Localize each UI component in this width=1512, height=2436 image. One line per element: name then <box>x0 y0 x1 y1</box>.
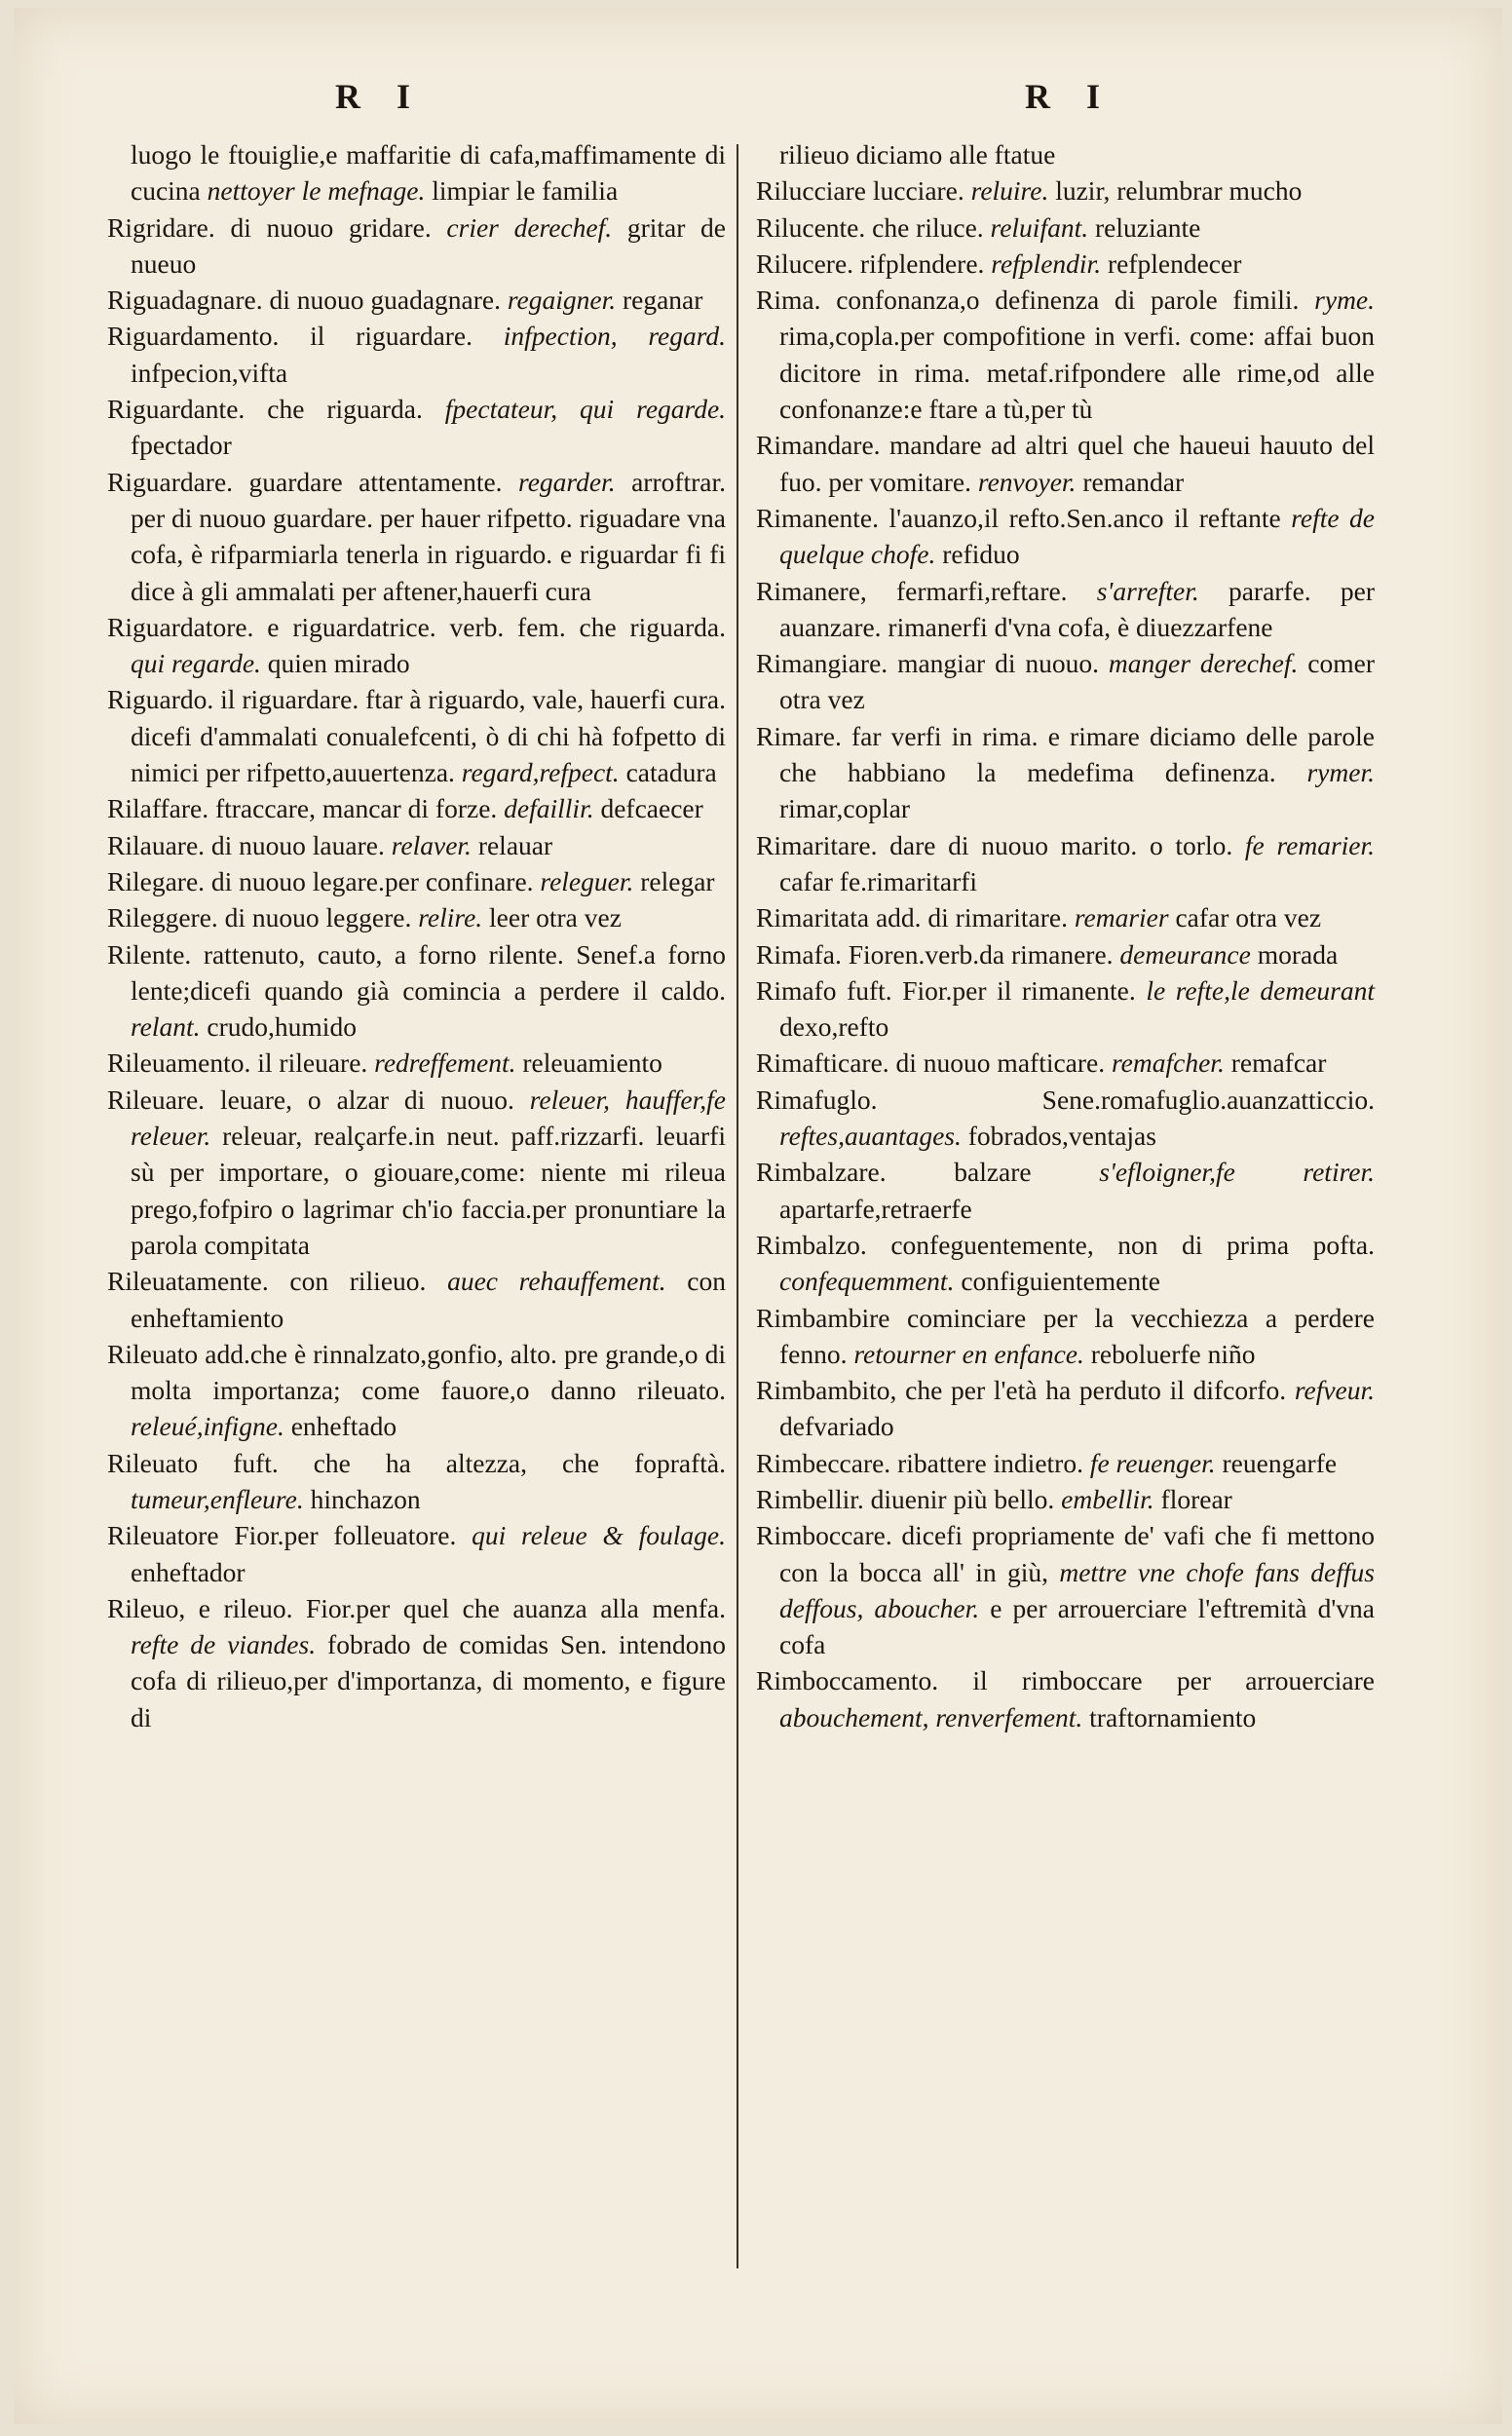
entry-headword: Rimbalzo. <box>756 1229 867 1260</box>
entry-definition: diuenir più bello. <box>870 1483 1055 1514</box>
dictionary-entry <box>107 464 726 609</box>
entry-headword: Rileuo, <box>107 1592 186 1623</box>
entry-french: mettre vne chofe fans deffus deffous, aboucher. <box>779 1556 1375 1623</box>
entry-french: confequemment. <box>779 1266 955 1297</box>
entry-spanish: reganar <box>622 285 703 316</box>
entry-spanish: dexo,refto <box>779 1011 889 1043</box>
entry-definition: luogo le ftouiglie,e maffaritie di cafa,maffimamente di cucina <box>131 139 726 207</box>
entry-french: defaillir. <box>504 793 594 824</box>
entry-french: remafcher. <box>1112 1047 1225 1079</box>
entry-spanish: fobrados,ventajas <box>967 1121 1156 1152</box>
entry-spanish: con enheftamiento <box>131 1266 727 1333</box>
entry-french: regarder. <box>518 466 616 497</box>
entry-definition: lucciare. <box>872 175 964 207</box>
entry-french: crier derechef. <box>446 211 613 243</box>
entry-headword: Rimafa. <box>756 938 842 970</box>
entry-french: fpectateur, qui regarde. <box>444 394 727 425</box>
entry-french: reftes,auantages. <box>779 1121 962 1152</box>
entry-definition: Sene.romafuglio.auanzatticcio. <box>1041 1084 1375 1115</box>
entry-definition: far verfi in rima. e rimare diciamo delle parole che habbiano la medefima definenza. <box>779 720 1375 788</box>
dictionary-entry <box>756 282 1375 427</box>
entry-spanish: arroftrar. per di nuouo guardare. per hauer rifpetto. riguadare vna cofa, è rifparmiarla tenerla in riguardo. e riguardar fi fi dice à gli ammalati per aftener,hauerfi cura <box>131 466 727 606</box>
entry-french: qui regarde. <box>131 648 261 679</box>
entry-definition: fermarfi,reftare. <box>896 575 1068 606</box>
dictionary-entry <box>756 427 1375 500</box>
entry-definition: l'auanzo,il refto.Sen.anco il reftante <box>888 502 1281 533</box>
entry-spanish: rima,copla.per compofitione in verfi. come: affai buon dicitore in rima. metaf.rifpondere alle rime,od alle confonanze:e ftare a tù,per tù <box>779 321 1375 425</box>
entry-headword: Rilegare. <box>107 865 206 896</box>
entry-spanish: comer otra vez <box>779 648 1375 715</box>
dictionary-entry <box>107 1336 726 1445</box>
entry-spanish: releuar, realçarfe.in neut. paff.rizzarfi. leuarfi sù per importare, o giouare,come: niente mi rileua prego,fofpiro o lagrimar ch'io faccia.per pronuntiare la parola compitata <box>131 1121 727 1260</box>
entry-definition: Fior.per folleuatore. <box>234 1520 457 1551</box>
dictionary-entry <box>756 573 1375 646</box>
dictionary-entry <box>107 790 726 826</box>
entry-definition: che riluce. <box>872 211 984 243</box>
entry-french: refte de quelque chofe. <box>779 502 1376 570</box>
entry-spanish: e per arrouerciare l'eftremità d'vna cofa <box>779 1592 1375 1660</box>
entry-headword: Rileuatore <box>107 1520 219 1551</box>
entry-definition: mandare ad altri quel che haueui hauuto del fuo. per vomitare. <box>779 430 1375 497</box>
entry-french: fe remarier. <box>1244 829 1376 860</box>
entry-french: redreffement. <box>374 1047 516 1079</box>
entry-spanish: rimar,coplar <box>779 793 911 824</box>
entry-french: abouchement, renverfement. <box>779 1701 1083 1732</box>
entry-french: s'arrefter. <box>1096 575 1199 606</box>
dictionary-entry <box>756 645 1375 718</box>
dictionary-entry <box>756 1662 1375 1735</box>
entry-spanish: fpectador <box>131 430 232 461</box>
entry-definition: di nuouo guadagnare. <box>269 285 501 316</box>
dictionary-entry <box>107 1045 726 1081</box>
entry-french: ryme. <box>1314 285 1376 316</box>
dictionary-entry <box>107 136 726 209</box>
entry-spanish: remafcar <box>1230 1047 1327 1079</box>
entry-spanish: reuengarfe <box>1222 1447 1338 1478</box>
entry-definition: di nuouo leggere. <box>224 902 412 933</box>
entry-spanish: hinchazon <box>310 1483 421 1514</box>
entry-french: qui releue & foulage. <box>472 1520 727 1551</box>
entry-spanish: defcaecer <box>600 793 703 824</box>
entry-spanish: luzir, relumbrar mucho <box>1055 175 1303 207</box>
entry-definition: guardare attentamente. <box>248 466 503 497</box>
dictionary-entry <box>756 1517 1375 1662</box>
entry-definition: rilieuo diciamo alle ftatue <box>779 139 1056 170</box>
dictionary-entry <box>756 136 1375 172</box>
entry-headword: Rimboccamento. <box>756 1665 939 1696</box>
entry-french: s'efloigner,fe retirer. <box>1099 1157 1375 1188</box>
entry-spanish: enheftado <box>290 1411 397 1442</box>
dictionary-entry <box>107 282 726 318</box>
entry-headword: Riguardante. <box>107 394 246 425</box>
entry-headword: Rimandare. <box>756 430 881 461</box>
dictionary-page <box>14 8 1502 2424</box>
entry-french: remarier <box>1074 902 1169 933</box>
dictionary-entry <box>107 827 726 863</box>
entry-headword: Rilaffare. <box>107 793 209 824</box>
entry-definition: cominciare per la vecchiezza a perdere fenno. <box>779 1302 1375 1369</box>
entry-french: nettoyer le mefnage. <box>207 175 426 207</box>
entry-definition: leuare, o alzar di nuouo. <box>219 1084 514 1115</box>
entry-french: tumeur,enfleure. <box>131 1483 304 1514</box>
dictionary-entry <box>107 209 726 283</box>
dictionary-entry <box>756 500 1375 573</box>
entry-headword: Rileuamento. <box>107 1047 251 1079</box>
entry-french: reluire. <box>970 175 1049 207</box>
running-head-right: R I <box>1025 77 1115 116</box>
entry-french: fe reuenger. <box>1089 1447 1216 1478</box>
entry-headword: Rimanente. <box>756 502 880 533</box>
entry-headword: Rimbalzare. <box>756 1157 887 1188</box>
dictionary-entry <box>756 718 1375 827</box>
entry-headword: Rileuare. <box>107 1084 206 1115</box>
entry-spanish: reboluerfe niño <box>1090 1338 1256 1369</box>
entry-definition: ribattere indietro. <box>897 1447 1083 1478</box>
entry-headword: Rileggere. <box>107 902 218 933</box>
entry-definition: ftraccare, mancar di forze. <box>214 793 498 824</box>
dictionary-entry <box>756 209 1375 246</box>
entry-french: relant. <box>131 1011 201 1043</box>
entry-french: rymer. <box>1306 757 1375 788</box>
entry-french: renvoyer. <box>977 466 1077 497</box>
dictionary-entry <box>107 1517 726 1590</box>
entry-spanish: defvariado <box>779 1411 894 1442</box>
entry-headword: Rimafo <box>756 974 837 1006</box>
dictionary-entry <box>107 863 726 899</box>
dictionary-entry <box>107 936 726 1046</box>
entry-headword: Rima. <box>756 285 821 316</box>
entry-definition: add.che è rinnalzato,gonfio, alto. pre grande,o di molta importanza; come fauore,o danno rileuato. <box>131 1338 726 1406</box>
entry-spanish: quien mirado <box>267 648 410 679</box>
column-divider <box>737 144 738 2268</box>
entry-headword: Rimbambire <box>756 1302 890 1333</box>
entry-definition: con rilieuo. <box>289 1266 427 1297</box>
entry-headword: Rimangiare. <box>756 648 888 679</box>
entry-french: demeurance <box>1119 938 1251 970</box>
entry-spanish: catadura <box>625 757 717 788</box>
entry-definition: confonanza,o definenza di parole fimili. <box>836 285 1300 316</box>
entry-spanish: morada <box>1257 938 1339 970</box>
dictionary-entry <box>107 681 726 790</box>
entry-headword: Rimbambito, <box>756 1375 897 1406</box>
entry-spanish: relegar <box>640 865 715 896</box>
entry-french: embellir. <box>1061 1483 1154 1514</box>
entry-headword: Riguardatore. <box>107 611 254 642</box>
entry-definition: fuft. che ha altezza, che fopraftà. <box>233 1447 726 1478</box>
dictionary-entry <box>756 246 1375 282</box>
dictionary-entry <box>107 1263 726 1336</box>
entry-definition: rifplendere. <box>859 247 985 279</box>
entry-spanish: limpiar le familia <box>432 175 619 207</box>
entry-french: relire. <box>418 902 483 933</box>
dictionary-entry <box>756 1154 1375 1227</box>
entry-headword: Rimafticare. <box>756 1047 889 1079</box>
entry-french: infpection, regard. <box>503 321 727 352</box>
entry-french: releguer. <box>540 865 634 896</box>
entry-headword: Rilente. <box>107 938 192 970</box>
entry-french: regaigner. <box>507 285 617 316</box>
left-column <box>107 136 726 1735</box>
entry-definition: che riguarda. <box>267 394 423 425</box>
entry-spanish: pararfe. per auanzare. rimanerfi d'vna cofa, è diuezzarfene <box>779 575 1375 642</box>
dictionary-entry <box>756 827 1375 900</box>
entry-french: regard,refpect. <box>461 757 620 788</box>
dictionary-entry <box>756 899 1375 935</box>
entry-spanish: gritar de nueuo <box>131 211 727 279</box>
entry-spanish: configuientemente <box>961 1266 1160 1297</box>
entry-spanish: remandar <box>1082 466 1185 497</box>
entry-definition: che per l'età ha perduto il difcorfo. <box>905 1375 1287 1406</box>
dictionary-entry <box>756 172 1375 209</box>
entry-headword: Rimanere, <box>756 575 867 606</box>
dictionary-entry <box>756 1227 1375 1300</box>
entry-headword: Rimboccare. <box>756 1520 892 1551</box>
entry-headword: Rilauare. <box>107 829 206 860</box>
entry-spanish: traftornamiento <box>1089 1701 1257 1732</box>
entry-definition: il rileuare. <box>257 1047 368 1079</box>
dictionary-entry <box>756 1300 1375 1373</box>
entry-headword: Riguardamento. <box>107 321 280 352</box>
entry-french: retourner en enfance. <box>853 1338 1084 1369</box>
entry-headword: Rimafuglo. <box>756 1084 878 1115</box>
entry-definition: di nuouo gridare. <box>230 211 432 243</box>
entry-spanish: reluziante <box>1094 211 1201 243</box>
entry-headword: Rileuato <box>107 1447 199 1478</box>
entry-headword: Rilucciare <box>756 175 866 207</box>
entry-definition: dare di nuouo marito. o torlo. <box>889 829 1233 860</box>
entry-headword: Rimaritata <box>756 902 870 933</box>
dictionary-entry <box>756 1372 1375 1445</box>
entry-spanish: refplendecer <box>1107 247 1242 279</box>
entry-definition: mangiar di nuouo. <box>897 648 1100 679</box>
entry-definition: e rileuo. Fior.per quel che auanza alla menfa. <box>198 1592 726 1623</box>
entry-french: releué,infigne. <box>131 1411 284 1442</box>
entry-definition: di nuouo legare.per confinare. <box>210 865 534 896</box>
entry-spanish: releuamiento <box>522 1047 662 1079</box>
entry-french: refveur. <box>1294 1375 1376 1406</box>
entry-headword: Rileuato <box>107 1338 199 1369</box>
entry-spanish: cafar otra vez <box>1175 902 1322 933</box>
entry-spanish: leer otra vez <box>489 902 622 933</box>
entry-definition: il riguardare. <box>310 321 473 352</box>
entry-spanish: cafar fe.rimaritarfi <box>779 865 978 896</box>
dictionary-entry <box>756 1481 1375 1517</box>
entry-definition: il riguardare. ftar à riguardo, vale, hauerfi cura. dicefi d'ammalati conualefcenti, ò di chi hà fofpetto di nimici per rifpetto,auuertenza. <box>131 684 727 788</box>
running-head-left: R I <box>335 77 425 116</box>
entry-definition: add. di rimaritare. <box>875 902 1068 933</box>
dictionary-entry <box>756 1045 1375 1081</box>
entry-french: manger derechef. <box>1108 648 1299 679</box>
entry-spanish: fobrado de comidas Sen. intendono cofa di rilieuo,per d'importanza, di momento, e figure di <box>131 1629 727 1732</box>
dictionary-entry <box>107 609 726 682</box>
entry-headword: Riguardare. <box>107 466 234 497</box>
entry-french: refplendir. <box>991 247 1102 279</box>
dictionary-entry <box>107 391 726 464</box>
entry-definition: dicefi propriamente de' vafi che fi mettono con la bocca all' in giù, <box>779 1520 1375 1587</box>
entry-headword: Rimaritare. <box>756 829 878 860</box>
entry-french: reluifant. <box>990 211 1089 243</box>
dictionary-entry <box>107 1590 726 1735</box>
entry-headword: Rilucere. <box>756 247 854 279</box>
entry-french: releuer, hauffer,fe releuer. <box>131 1084 726 1152</box>
entry-spanish: florear <box>1160 1483 1232 1514</box>
entry-spanish: relauar <box>477 829 553 860</box>
entry-definition: di nuouo mafticare. <box>895 1047 1106 1079</box>
dictionary-entry <box>107 899 726 935</box>
entry-definition: confeguentemente, non di prima pofta. <box>890 1229 1375 1260</box>
entry-definition: balzare <box>954 1157 1032 1188</box>
entry-french: refte de viandes. <box>131 1629 317 1660</box>
entry-headword: Riguadagnare. <box>107 285 263 316</box>
entry-french: relaver. <box>391 829 472 860</box>
entry-spanish: crudo,humido <box>207 1011 357 1043</box>
entry-definition: fuft. Fior.per il rimanente. <box>847 974 1136 1006</box>
entry-headword: Rimare. <box>756 720 842 751</box>
entry-headword: Rileuatamente. <box>107 1266 269 1297</box>
entry-definition: rattenuto, cauto, a forno rilente. Senef.a forno lente;dicefi quando già comincia a perdere il caldo. <box>131 938 726 1006</box>
entry-headword: Rimbeccare. <box>756 1447 891 1478</box>
entry-headword: Rilucente. <box>756 211 866 243</box>
dictionary-entry <box>756 936 1375 972</box>
entry-spanish: apartarfe,retraerfe <box>779 1193 972 1224</box>
entry-french: le refte,le demeurant <box>1146 974 1375 1006</box>
dictionary-entry <box>756 1445 1375 1481</box>
entry-definition: di nuouo lauare. <box>210 829 385 860</box>
dictionary-entry <box>756 972 1375 1046</box>
dictionary-entry <box>756 1082 1375 1155</box>
dictionary-entry <box>107 1082 726 1263</box>
entry-french: auec rehauffement. <box>447 1266 666 1297</box>
entry-headword: Rimbellir. <box>756 1483 864 1514</box>
entry-headword: Riguardo. <box>107 684 214 715</box>
entry-definition: e riguardatrice. verb. fem. che riguarda. <box>267 611 727 642</box>
entry-headword: Rigridare. <box>107 211 215 243</box>
entry-spanish: infpecion,vifta <box>131 357 288 388</box>
entry-spanish: enheftador <box>131 1556 246 1587</box>
dictionary-entry <box>107 1445 726 1518</box>
right-column <box>756 136 1375 1735</box>
dictionary-entry <box>107 318 726 391</box>
entry-definition: il rimboccare per arrouerciare <box>972 1665 1376 1696</box>
entry-spanish: refiduo <box>942 539 1020 570</box>
entry-definition: Fioren.verb.da rimanere. <box>848 938 1114 970</box>
